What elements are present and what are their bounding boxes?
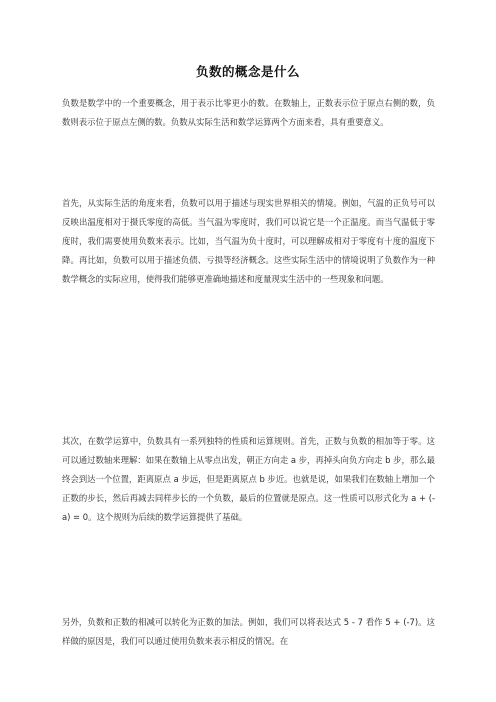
document-title: 负数的概念是什么: [195, 64, 300, 79]
paragraph-subtraction: 另外，负数和正数的相减可以转化为正数的加法。例如，我们可以将表达式 5 - 7 看作 5 + (-7)。这样做的原因是，我们可以通过使用负数来表示相反的情况。在: [62, 617, 435, 646]
paragraph-math-operations: 其次，在数学运算中，负数具有一系列独特的性质和运算规则。首先，正数与负数的相加等于零。这可以通过数轴来理解：如果在数轴上从零点出发，朝正方向走 a 步，再掉头向负方向走 b 步，那么最终会到达一个位置，距离原点 a 步远，但是距离原点 b 步近。也就是说，如果我们在数轴上增加一个正数的步长，然后再减去同样步长的一个负数，最后的位置就是原点。这一性质可以形式化为 a + (-a) = 0。这个规则为后续的数学运算提供了基础。: [62, 436, 435, 522]
paragraph-real-life: 首先，从实际生活的角度来看，负数可以用于描述与现实世界相关的情境。例如，气温的正负号可以反映出温度相对于摄氏零度的高低。当气温为零度时，我们可以说它是一个正温度。而当气温低于零度时，我们需要使用负数来表示。比如，当气温为负十度时，可以理解成相对于零度有十度的温度下降。再比如，负数可以用于描述负债、亏损等经济概念。这些实际生活中的情境说明了负数作为一种数学概念的实际应用，使得我们能够更准确地描述和度量现实生活中的一些现象和问题。: [62, 198, 435, 284]
paragraph-intro: 负数是数学中的一个重要概念，用于表示比零更小的数。在数轴上，正数表示位于原点右侧的数，负数则表示位于原点左侧的数。负数从实际生活和数学运算两个方面来看，具有重要意义。: [62, 98, 435, 127]
